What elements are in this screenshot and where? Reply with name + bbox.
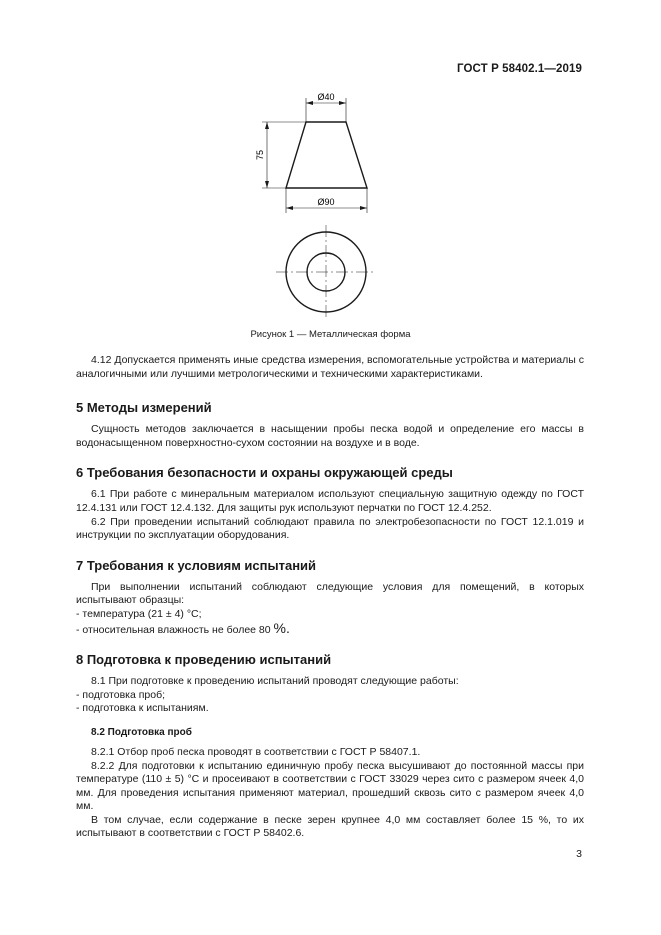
section-8-title: 8 Подготовка к проведению испытаний: [76, 652, 332, 668]
paragraph-6-2: 6.2 При проведении испытаний соблюдают правила по электробезопасности по ГОСТ 12.1.019 и инструкции по эксплуатации оборудования.: [76, 515, 584, 542]
section-5-title: 5 Методы измерений: [76, 400, 212, 416]
figure-caption: Рисунок 1 — Металлическая форма: [250, 329, 411, 340]
arrow-top-left: [306, 101, 313, 105]
subsection-8-2-title: 8.2 Подготовка проб: [91, 726, 192, 738]
section-7-title: 7 Требования к условиям испытаний: [76, 557, 317, 573]
height-label: 75: [255, 149, 265, 161]
section-5-text: Сущность методов заключается в насыщении пробы песка водой и определение его массы в водонасыщенном поверхностно-сухом состоянии на воздухе и в воде.: [76, 423, 584, 449]
paragraph-8-2-2: 8.2.2 Для подготовки к испытанию единичную пробу песка высушивают до постоянной массы при температуре (110 ± 5) °С и просеивают в соответствии с ГОСТ 33029 через сито с размером ячеек 4,0 мм. Для проведения испытания применяют материал, прошедший сквозь сито с размером ячеек 4,0 мм.: [76, 759, 584, 813]
arrow-top-right: [339, 101, 346, 105]
paragraph-8-1: 8.1 При подготовке к проведению испытаний проводят следующие работы:: [91, 675, 459, 688]
arrow-height-bottom: [265, 181, 269, 188]
metal-form-drawing: [0, 0, 661, 330]
paragraph-8-2-1: 8.2.1 Отбор проб песка проводят в соответствии с ГОСТ Р 58407.1.: [91, 745, 421, 758]
page-number: 3: [576, 848, 582, 860]
document-header: ГОСТ Р 58402.1—2019: [457, 63, 582, 75]
document-body: [76, 354, 584, 841]
section-6-title: 6 Требования безопасности и охраны окружающей среды: [76, 465, 453, 481]
list-item-sample-prep: - подготовка проб;: [76, 688, 166, 701]
list-item-humidity: [76, 619, 584, 638]
arrow-bottom-right: [360, 206, 367, 210]
arrow-bottom-left: [286, 206, 293, 210]
top-diameter-label: Ø40: [317, 92, 335, 102]
paragraph-case: В том случае, если содержание в песке зерен крупнее 4,0 мм составляет более 15 %, то их испытывают в соответствии с ГОСТ Р 58402.6.: [76, 813, 584, 840]
list-item-test-prep: - подготовка к испытаниям.: [76, 702, 209, 715]
section-7-intro: При выполнении испытаний соблюдают следующие условия для помещений, в которых испытывают образцы:: [76, 580, 584, 607]
paragraph-6-1: 6.1 При работе с минеральным материалом используют специальную защитную одежду по ГОСТ 12.4.131 или ГОСТ 12.4.132. Для защиты рук используют перчатки по ГОСТ 12.4.252.: [76, 488, 584, 514]
cone-outline: [286, 122, 367, 188]
paragraph-4-12: 4.12 Допускается применять иные средства измерения, вспомогательные устройства и материалы с аналогичными или лучшими метрологическими и техническими характеристиками.: [76, 354, 584, 380]
humidity-text: - относительная влажность не более 80: [76, 623, 274, 636]
bottom-diameter-label: Ø90: [317, 197, 335, 207]
list-item-temperature: - температура (21 ± 4) °С;: [76, 607, 202, 620]
arrow-height-top: [265, 122, 269, 129]
humidity-percent: %.: [273, 619, 290, 636]
